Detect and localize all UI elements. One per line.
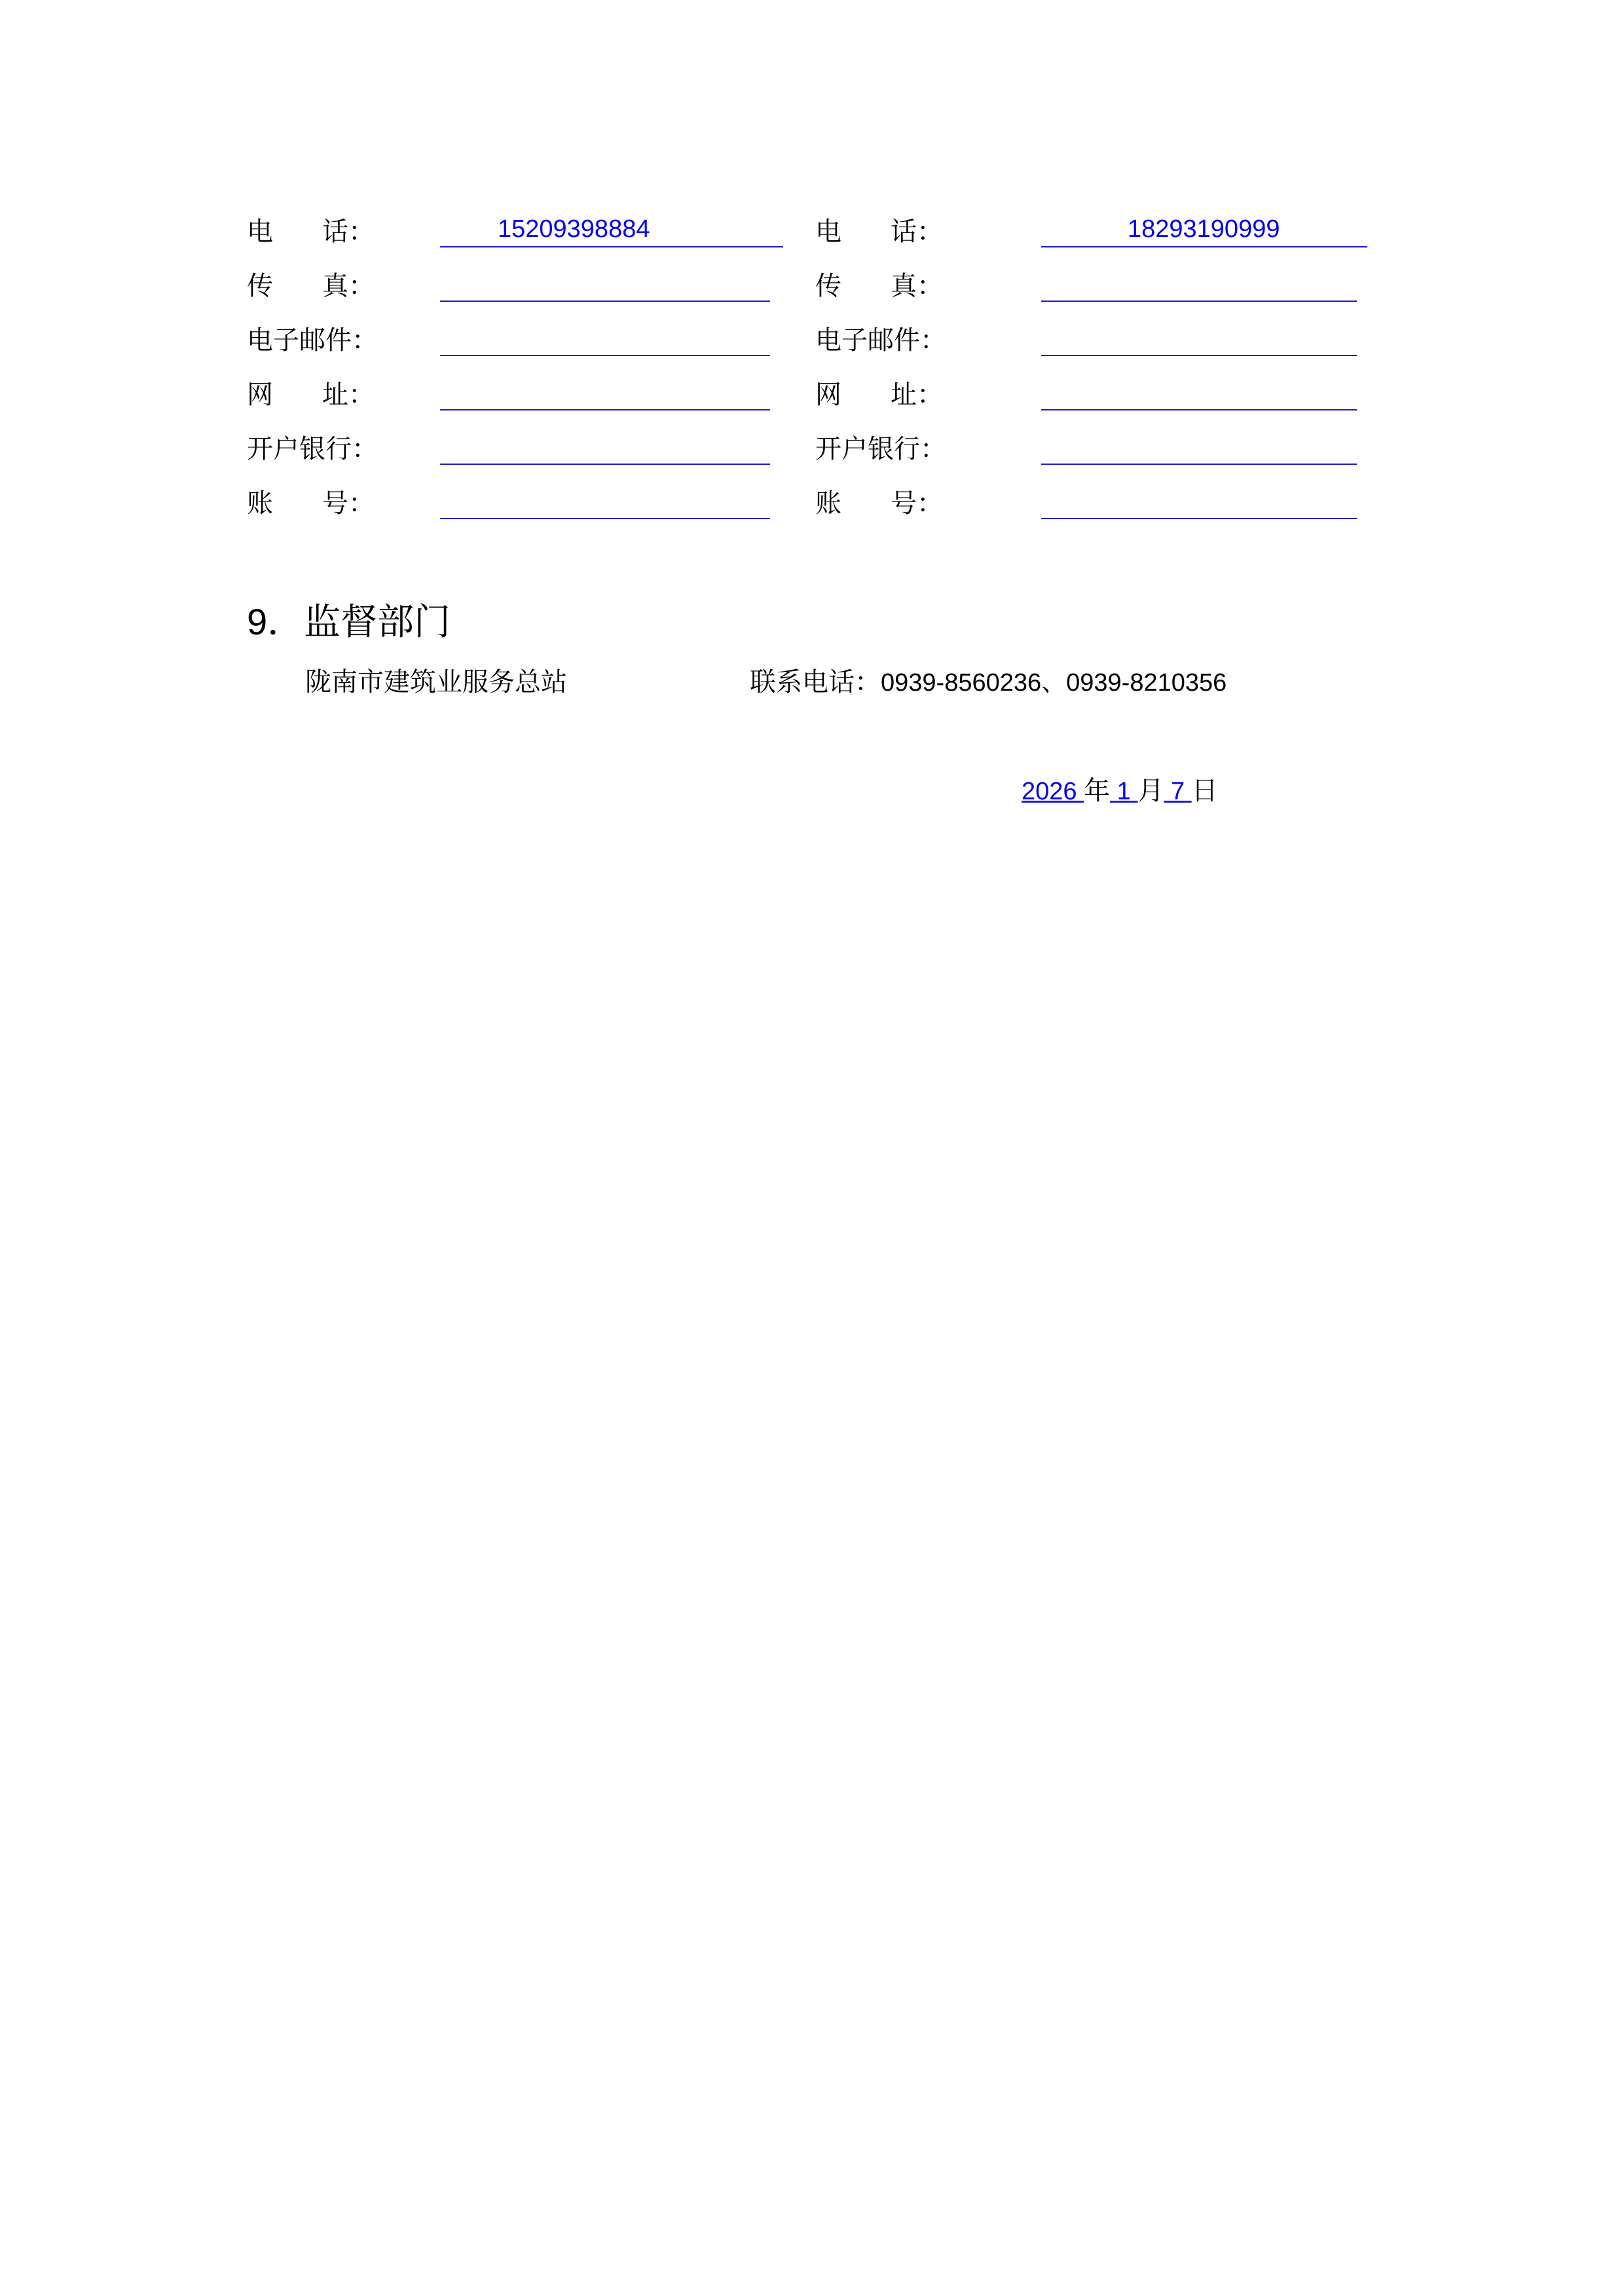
left-phone-field[interactable] bbox=[440, 215, 783, 247]
right-web-label: 网 址： bbox=[815, 380, 943, 410]
left-account-label: 账 号： bbox=[247, 488, 375, 519]
left-email-field[interactable] bbox=[440, 323, 770, 356]
left-bank-field[interactable] bbox=[440, 432, 770, 465]
right-phone-value: 18293190999 bbox=[1128, 215, 1280, 243]
right-phone-field[interactable] bbox=[1041, 215, 1367, 247]
right-fax-label: 传 真： bbox=[815, 271, 943, 301]
supervision-phone bbox=[750, 666, 1227, 699]
section-number: 9． bbox=[247, 601, 304, 642]
right-account-field[interactable] bbox=[1041, 486, 1357, 519]
left-fax-field[interactable] bbox=[440, 269, 770, 302]
right-bank-field[interactable] bbox=[1041, 432, 1357, 465]
document-date bbox=[1022, 773, 1218, 810]
supervision-phone-numbers: 0939-8560236、0939-8210356 bbox=[881, 669, 1227, 697]
left-bank-label: 开户银行： bbox=[247, 434, 378, 464]
right-email-field[interactable] bbox=[1041, 323, 1357, 356]
date-year[interactable]: 2026 bbox=[1022, 778, 1077, 805]
left-web-field[interactable] bbox=[440, 378, 770, 410]
left-email-label: 电子邮件： bbox=[247, 325, 378, 355]
supervision-phone-label: 联系电话： bbox=[750, 667, 881, 697]
left-web-label: 网 址： bbox=[247, 380, 375, 410]
date-year-unit: 年 bbox=[1084, 776, 1111, 806]
section-title: 监督部门 bbox=[304, 601, 451, 644]
section-heading bbox=[247, 599, 451, 646]
date-month-unit: 月 bbox=[1137, 776, 1164, 806]
right-fax-field[interactable] bbox=[1041, 269, 1357, 302]
right-phone-label: 电 话： bbox=[815, 217, 943, 247]
right-web-field[interactable] bbox=[1041, 378, 1357, 410]
left-account-field[interactable] bbox=[440, 486, 770, 519]
left-fax-label: 传 真： bbox=[247, 271, 375, 301]
date-day[interactable]: 7 bbox=[1170, 778, 1185, 805]
date-day-unit: 日 bbox=[1191, 776, 1218, 806]
right-account-label: 账 号： bbox=[815, 488, 943, 519]
left-phone-value: 15209398884 bbox=[498, 215, 650, 243]
left-phone-label: 电 话： bbox=[247, 217, 375, 247]
right-email-label: 电子邮件： bbox=[815, 325, 946, 355]
supervision-department: 陇南市建筑业服务总站 bbox=[305, 667, 567, 697]
date-month[interactable]: 1 bbox=[1116, 778, 1131, 805]
right-bank-label: 开户银行： bbox=[815, 434, 946, 464]
